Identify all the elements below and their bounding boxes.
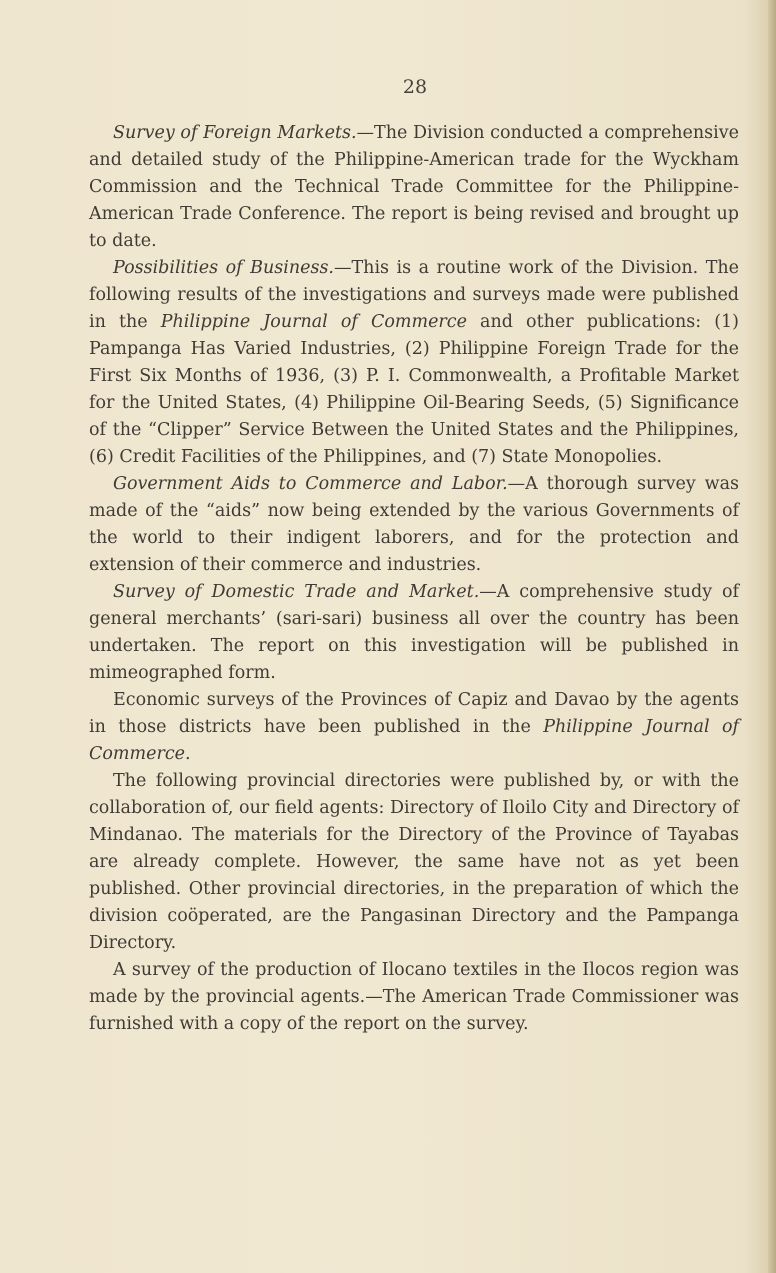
paragraph-text: Economic surveys of the Provinces of Capiz and Davao by the agents in those districts have been published in the [89,690,739,737]
publication-title: Philippine Journal of Commerce [89,717,739,764]
paragraph-heading: Survey of Foreign Markets. [113,123,357,143]
paragraph-provincial-directories [89,768,739,957]
paragraph-heading: Survey of Domestic Trade and Market. [113,582,480,602]
paragraph-text: A survey of the production of Ilocano textiles in the Ilocos region was made by the provincial agents.—The American Trade Commissioner was furnished with a copy of the report on the survey. [89,960,739,1034]
paragraph-heading: Possibilities of Business. [113,258,334,278]
paragraph-heading: Government Aids to Commerce and Labor. [113,474,508,494]
paragraph-text: . [185,744,191,764]
paragraph-text: The following provincial directories were published by, or with the collaboration of, our field agents: Directory of Iloilo City and Directory of Mindanao. The materials for the Directory of the Province of Tayabas are already complete. However, the same have not as yet been published. Other provincial directories, in the preparation of which the division coöperated, are the Pangasinan Directory and the Pampanga Directory. [89,771,739,953]
paragraph-government-aids [89,471,739,579]
paragraph-domestic-trade [89,579,739,687]
paragraph-foreign-markets [89,120,739,255]
paragraph-economic-surveys [89,687,739,768]
paragraph-text: —The Division conducted a comprehensive and detailed study of the Philippine-American trade for the Wyckham Commission and the Technical Trade Committee for the Philippine-American Trade Conference. The report is being revised and brought up to date. [89,123,739,251]
publication-title: Philippine Journal of Commerce [160,312,467,332]
document-body [89,120,739,1038]
paragraph-text: —A comprehensive study of general merchants’ (sari-sari) business all over the country has been undertaken. The report on this investigation will be published in mimeographed form. [89,582,739,683]
page-edge [768,0,776,1273]
page-number: 28 [402,76,428,98]
paragraph-text: and other publications: (1) Pampanga Has Varied Industries, (2) Philippine Foreign Trade for the First Six Months of 1936, (3) P. I. Commonwealth, a Profitable Market for the United States, (4) Philippine Oil-Bearing Seeds, (5) Significance of the “Clipper” Service Between the United States and the Philippines, (6) Credit Facilities of the Philippines, and (7) State Monopolies. [89,312,739,467]
paragraph-ilocano-textiles [89,957,739,1038]
paragraph-text: —This is a routine work of the Division. The following results of the investigations and surveys made were published in the [89,258,739,332]
paragraph-possibilities-business [89,255,739,471]
paragraph-text: —A thorough survey was made of the “aids” now being extended by the various Governments of the world to their indigent laborers, and for the protection and extension of their commerce and industries. [89,474,740,575]
